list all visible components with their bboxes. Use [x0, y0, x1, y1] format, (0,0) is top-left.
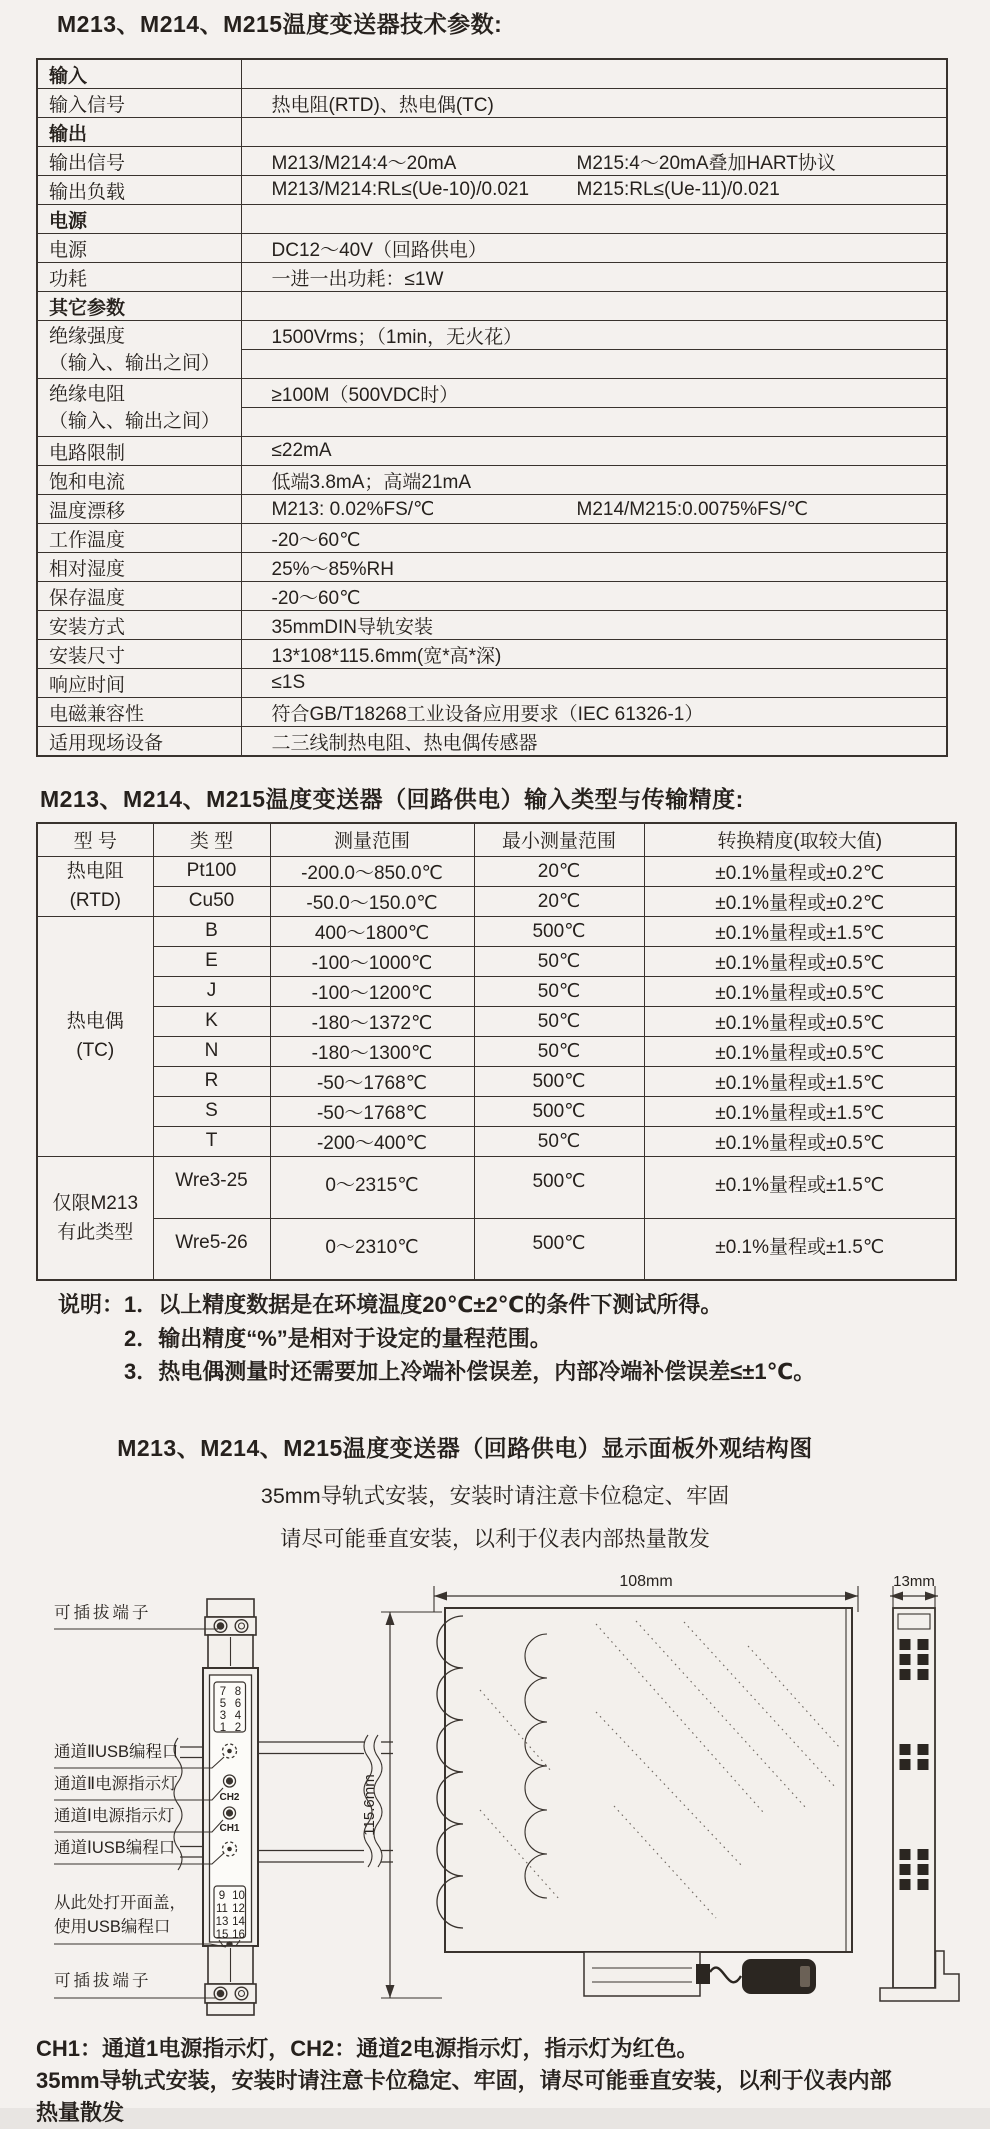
cell-range: -100～1000℃: [270, 946, 474, 976]
cell-min-range: 500℃: [474, 916, 644, 946]
value-part-2: M214/M215:0.0075%FS/℃: [576, 498, 809, 520]
cell-accuracy: ±0.1%量程或±1.5℃: [644, 1218, 956, 1280]
cell-min-range: 500℃: [474, 1218, 644, 1280]
table-row: [37, 611, 947, 640]
spec-row-label: 输出: [37, 118, 241, 147]
cell-min-range: 20℃: [474, 886, 644, 916]
spec-row-value: 13*108*115.6mm(宽*高*深): [241, 640, 947, 669]
svg-text:2: 2: [234, 1722, 242, 1734]
spec-row-label: 饱和电流: [37, 466, 241, 495]
col-header-type: 类 型: [153, 823, 270, 856]
value-part-2: M215:4～20mA叠加HART协议: [576, 152, 836, 174]
spec-row-value: [241, 205, 947, 234]
cell-accuracy: ±0.1%量程或±0.5℃: [644, 946, 956, 976]
cell-range: -50～1768℃: [270, 1066, 474, 1096]
svg-text:11: 11: [216, 1903, 228, 1915]
cell-type: Wre5-26: [153, 1218, 270, 1280]
bottom-connector: [584, 1952, 700, 1996]
spec-row-value: 二三线制热电阻、热电偶传感器: [241, 727, 947, 757]
cell-min-range: 20℃: [474, 856, 644, 886]
table-row: [37, 1096, 956, 1126]
height-dimension: [361, 1612, 442, 1998]
cell-type: T: [153, 1126, 270, 1156]
label-open-cover-line2: 使用USB编程口: [54, 1918, 171, 1936]
table-row: [37, 89, 947, 118]
note-line-2: 2．输出精度“%”是相对于设定的量程范围。: [124, 1325, 552, 1351]
table-row: [37, 524, 947, 553]
cell-min-range: 50℃: [474, 1036, 644, 1066]
table-row: [37, 946, 956, 976]
top-cap: [207, 1599, 254, 1617]
label-open-cover-line1: 从此处打开面盖，: [54, 1894, 186, 1912]
cell-type: K: [153, 1006, 270, 1036]
cell-accuracy: ±0.1%量程或±1.5℃: [644, 1096, 956, 1126]
value-part-1: M213/M214:4～20mA: [271, 152, 457, 174]
table-row: [37, 1156, 956, 1218]
cell-range: -100～1200℃: [270, 976, 474, 1006]
col-header-model: 型 号: [37, 823, 153, 856]
cell-min-range: 500℃: [474, 1096, 644, 1126]
cell-range: -200～400℃: [270, 1126, 474, 1156]
structure-drawing: [0, 1555, 990, 2020]
cell-range: -200.0～850.0℃: [270, 856, 474, 886]
table-row: [37, 234, 947, 263]
spec-row-value: [241, 176, 947, 205]
spec-row-label: 其它参数: [37, 292, 241, 321]
accuracy-table: [36, 822, 957, 1281]
table-row: [37, 379, 947, 408]
svg-text:1: 1: [219, 1722, 227, 1734]
spec-row-value: ≤22mA: [241, 437, 947, 466]
dim-depth-label: 13mm: [893, 1573, 935, 1590]
cell-accuracy: ±0.1%量程或±0.5℃: [644, 976, 956, 1006]
cell-type: B: [153, 916, 270, 946]
label-line-2: （输入、输出之间）: [49, 410, 221, 432]
spec-row-label: 输出负载: [37, 176, 241, 205]
spec-row-value: -20～60℃: [241, 582, 947, 611]
spec-row-value: 1500Vrms；（1min，无火花）: [241, 321, 947, 350]
table-row: [37, 147, 947, 176]
ch1-label: CH1: [219, 1823, 240, 1834]
spec-row-value: DC12～40V（回路供电）: [241, 234, 947, 263]
callout-labels: [54, 1603, 226, 1998]
end-outline: [893, 1608, 935, 1988]
spec-row-label: 温度漂移: [37, 495, 241, 524]
footer-line-3: 热量散发: [36, 2100, 125, 2125]
cell-accuracy: ±0.1%量程或±0.5℃: [644, 1006, 956, 1036]
label-line-1: 绝缘强度: [49, 325, 126, 347]
cell-type: R: [153, 1066, 270, 1096]
cell-type: Pt100: [153, 856, 270, 886]
spec-row-label: 电源: [37, 205, 241, 234]
spec-row-label: 电源: [37, 234, 241, 263]
table-row: [37, 1036, 956, 1066]
table-row: [37, 1218, 956, 1280]
cell-min-range: 500℃: [474, 1156, 644, 1218]
spec-row-label: 工作温度: [37, 524, 241, 553]
svg-text:8: 8: [234, 1686, 242, 1698]
footer-line-2: 35mm导轨式安装，安装时请注意卡位稳定、牢固，请尽可能垂直安装，以利于仪表内部: [36, 2068, 892, 2093]
value-part-1: M213/M214:RL≤(Ue-10)/0.021: [271, 179, 530, 200]
table-row: [37, 727, 947, 757]
label-line-1: 绝缘电阻: [49, 383, 126, 405]
cell-range: 0～2310℃: [270, 1218, 474, 1280]
cell-type: S: [153, 1096, 270, 1126]
svg-text:3: 3: [219, 1710, 227, 1722]
side-view: [437, 1608, 852, 1996]
table-row: [37, 176, 947, 205]
section2-title: M213、M214、M215温度变送器（回路供电）输入类型与传输精度:: [40, 786, 744, 812]
spec-row-label: 输入: [37, 59, 241, 89]
table-row: [37, 321, 947, 350]
usb-cable: [710, 1968, 741, 1983]
label-pluggable-terminal-bottom: 可插拔端子: [54, 1972, 152, 1990]
spec-table: [36, 58, 948, 757]
cell-min-range: 50℃: [474, 1006, 644, 1036]
cell-range: -50～1768℃: [270, 1096, 474, 1126]
note-line-3: 3．热电偶测量时还需要加上冷端补偿误差，内部冷端补偿误差≤±1℃。: [124, 1359, 816, 1384]
spec-row-value-empty: [241, 408, 947, 437]
table-row: [37, 1066, 956, 1096]
spec-row-label: 电路限制: [37, 437, 241, 466]
table-row: [37, 976, 956, 1006]
cell-type: Wre3-25: [153, 1156, 270, 1218]
cell-accuracy: ±0.1%量程或±1.5℃: [644, 1066, 956, 1096]
spec-row-label: 电磁兼容性: [37, 698, 241, 727]
mounting-note-1: 35mm导轨式安装，安装时请注意卡位稳定、牢固: [260, 1484, 730, 1508]
table-row: [37, 669, 947, 698]
cell-type: N: [153, 1036, 270, 1066]
section1-title: M213、M214、M215温度变送器技术参数:: [57, 11, 503, 37]
spec-row-value: [241, 147, 947, 176]
depth-dimension: [890, 1573, 938, 1612]
end-view: [880, 1608, 959, 2001]
cell-accuracy: ±0.1%量程或±0.5℃: [644, 1126, 956, 1156]
ch2-label: CH2: [219, 1792, 240, 1803]
spec-row-value: 热电阻(RTD)、热电偶(TC): [241, 89, 947, 118]
section3-title: M213、M214、M215温度变送器（回路供电）显示面板外观结构图: [117, 1435, 813, 1461]
cell-type: J: [153, 976, 270, 1006]
table-row: [37, 292, 947, 321]
col-header-accuracy: 转换精度(取较大值): [644, 823, 956, 856]
value-part-2: M215:RL≤(Ue-11)/0.021: [576, 179, 780, 200]
spec-row-label: 安装方式: [37, 611, 241, 640]
spec-row-value: [241, 292, 947, 321]
spec-row-value: 35mmDIN导轨安装: [241, 611, 947, 640]
width-dimension: [434, 1573, 858, 1612]
cell-accuracy: ±0.1%量程或±1.5℃: [644, 1156, 956, 1218]
cell-accuracy: ±0.1%量程或±0.2℃: [644, 856, 956, 886]
spec-row-value: ≥100M（500VDC时）: [241, 379, 947, 408]
note-line-1: 说明：1．以上精度数据是在环境温度20℃±2℃的条件下测试所得。: [58, 1292, 723, 1317]
spec-row-value: 一进一出功耗：≤1W: [241, 263, 947, 292]
table-row: [37, 1126, 956, 1156]
table-row: [37, 1006, 956, 1036]
spec-row-label: 功耗: [37, 263, 241, 292]
side-outline: [445, 1608, 852, 1952]
cell-min-range: 50℃: [474, 1126, 644, 1156]
table-header-row: [37, 823, 956, 856]
svg-text:6: 6: [234, 1698, 242, 1710]
cell-min-range: 50℃: [474, 976, 644, 1006]
svg-text:9: 9: [218, 1890, 226, 1902]
spec-row-label: [37, 379, 241, 437]
table-row: [37, 698, 947, 727]
value-part-1: M213: 0.02%FS/℃: [271, 498, 435, 520]
label-ch1-usb-port: 通道ⅠUSB编程口: [54, 1839, 176, 1857]
spec-row-value: -20～60℃: [241, 524, 947, 553]
table-row: [37, 553, 947, 582]
spec-row-label: [37, 321, 241, 379]
cell-type: E: [153, 946, 270, 976]
spec-row-value: [241, 495, 947, 524]
table-row: [37, 118, 947, 147]
spec-row-value: [241, 118, 947, 147]
svg-text:4: 4: [234, 1710, 242, 1722]
cell-type: Cu50: [153, 886, 270, 916]
table-row: [37, 495, 947, 524]
col-header-min-range: 最小测量范围: [474, 823, 644, 856]
svg-text:7: 7: [219, 1686, 227, 1698]
footer-line-1: CH1：通道1电源指示灯，CH2：通道2电源指示灯，指示灯为红色。: [36, 2036, 699, 2061]
svg-text:14: 14: [232, 1916, 245, 1928]
table-row: [37, 205, 947, 234]
dim-width-label: 108mm: [619, 1573, 673, 1590]
col-header-range: 测量范围: [270, 823, 474, 856]
table-row: [37, 437, 947, 466]
svg-text:12: 12: [232, 1903, 245, 1915]
footer-notes: [36, 2033, 892, 2129]
cell-min-range: 500℃: [474, 1066, 644, 1096]
spec-row-value: 低端3.8mA；高端21mA: [241, 466, 947, 495]
mounting-note-2: 请尽可能垂直安装，以利于仪表内部热量散发: [279, 1527, 710, 1551]
label-line-2: （输入、输出之间）: [49, 352, 221, 374]
table-row: [37, 582, 947, 611]
spec-row-label: 适用现场设备: [37, 727, 241, 757]
cell-range: -50.0～150.0℃: [270, 886, 474, 916]
notes-prefix: 说明：: [58, 1292, 125, 1317]
label-ch1-power-led: 通道Ⅰ电源指示灯: [54, 1807, 175, 1825]
spec-row-label: 输出信号: [37, 147, 241, 176]
spec-row-value-empty: [241, 350, 947, 379]
spec-row-label: 响应时间: [37, 669, 241, 698]
cell-min-range: 50℃: [474, 946, 644, 976]
bottom-cap: [207, 2003, 254, 2015]
spec-row-value: ≤1S: [241, 669, 947, 698]
spec-row-value: 25%～85%RH: [241, 553, 947, 582]
cell-range: 400～1800℃: [270, 916, 474, 946]
model-group-m213-only: 仅限M213 有此类型: [37, 1156, 153, 1280]
table-row: [37, 916, 956, 946]
table-row: [37, 466, 947, 495]
svg-text:10: 10: [232, 1890, 245, 1902]
screw-icon: [235, 1987, 248, 2000]
cell-range: -180～1372℃: [270, 1006, 474, 1036]
svg-text:16: 16: [232, 1929, 245, 1941]
spec-row-label: 安装尺寸: [37, 640, 241, 669]
table-row: [37, 856, 956, 886]
front-view: [203, 1599, 258, 2015]
label-ch2-power-led: 通道Ⅱ电源指示灯: [54, 1775, 178, 1793]
screw-icon: [235, 1620, 248, 1633]
cell-accuracy: ±0.1%量程或±0.2℃: [644, 886, 956, 916]
table-row: [37, 59, 947, 89]
svg-text:5: 5: [219, 1698, 227, 1710]
cell-range: -180～1300℃: [270, 1036, 474, 1066]
spec-row-value: 符合GB/T18268工业设备应用要求（IEC 61326-1）: [241, 698, 947, 727]
label-pluggable-terminal-top: 可插拔端子: [54, 1604, 152, 1622]
model-group-tc: 热电偶 (TC): [37, 916, 153, 1156]
table-row: [37, 886, 956, 916]
spec-row-value: [241, 59, 947, 89]
svg-text:13: 13: [215, 1916, 229, 1928]
model-group-rtd: 热电阻 (RTD): [37, 856, 153, 916]
cell-accuracy: ±0.1%量程或±0.5℃: [644, 1036, 956, 1066]
usb-plug: [696, 1964, 710, 1984]
spec-row-label: 输入信号: [37, 89, 241, 118]
cell-accuracy: ±0.1%量程或±1.5℃: [644, 916, 956, 946]
spec-row-label: 保存温度: [37, 582, 241, 611]
notes-block: [58, 1288, 815, 1389]
svg-text:15: 15: [215, 1929, 229, 1941]
table-row: [37, 263, 947, 292]
label-ch2-usb-port: 通道ⅡUSB编程口: [54, 1743, 179, 1761]
spec-row-label: 相对湿度: [37, 553, 241, 582]
cell-range: 0～2315℃: [270, 1156, 474, 1218]
dim-height-label: 115.6mm: [361, 1774, 378, 1836]
table-row: [37, 640, 947, 669]
